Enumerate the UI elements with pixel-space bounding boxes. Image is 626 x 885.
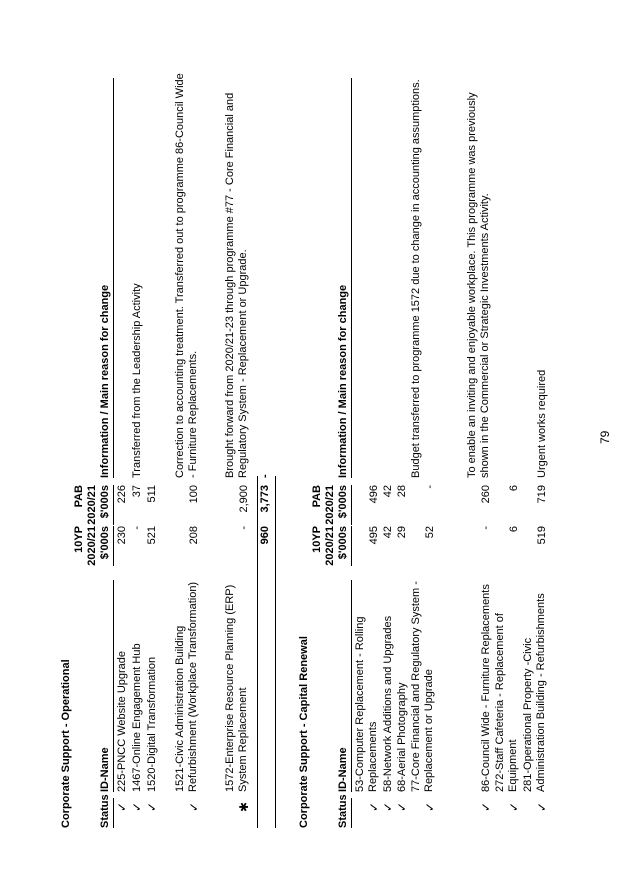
status-check-icon: ✓ (479, 801, 493, 813)
page-number: 79 (598, 430, 612, 444)
programme-name: 77-Core Financial and Regulatory System - Replacement or Upgrade (410, 581, 435, 792)
value-pab: 37 (131, 485, 143, 498)
header-rule (113, 526, 114, 566)
status-check-icon: ✓ (187, 801, 201, 813)
header-id-name: ID-Name (99, 747, 111, 792)
status-star-icon: ✱ (237, 801, 251, 813)
programme-name: 1572-Enterprise Resource Planning (ERP) System Replacement (224, 584, 249, 792)
status-check-icon: ✓ (115, 801, 129, 813)
value-pab: - (424, 485, 436, 489)
status-check-icon: ✓ (130, 801, 144, 813)
change-reason: To enable an inviting and enjoyable workplace. This programme was previously shown in the Commercial or Strategic Investments Activity. (466, 92, 491, 478)
status-check-icon: ✓ (507, 801, 521, 813)
header-rule (351, 526, 352, 566)
value-10yp: - (480, 526, 492, 530)
header-10yp: 10YP (73, 526, 85, 553)
programme-name: 1467-Online Engagement Hub (131, 643, 143, 792)
value-pab: 100 (188, 485, 200, 504)
value-10yp: 495 (368, 526, 380, 545)
header-10yp-year: 2020/21 (324, 526, 336, 566)
header-pab: PAB (311, 485, 323, 508)
header-status: Status (337, 794, 349, 828)
header-rule (351, 78, 352, 478)
programme-name: 86-Council Wide - Furniture Replacements (480, 584, 492, 792)
header-10yp-year: 2020/21 (86, 526, 98, 566)
programme-name: 58-Network Additions and Upgrades (382, 615, 394, 792)
value-10yp: - (131, 526, 143, 530)
header-rule (351, 485, 352, 525)
value-pab: 511 (146, 485, 158, 503)
header-pab-year: 2020/21 (86, 485, 98, 525)
value-10yp: 42 (382, 526, 394, 539)
rotated-content (60, 68, 560, 828)
change-reason: Correction to accounting treatment. Transferred out to programme 86-Council Wide - Furniture Replacements. (174, 73, 199, 478)
change-reason: Transferred from the Leadership Activity (131, 283, 143, 478)
value-pab: 719 (536, 485, 548, 504)
value-10yp: - (238, 526, 250, 530)
status-check-icon: ✓ (145, 801, 159, 813)
value-pab: 42 (382, 485, 394, 498)
value-pab: 2,900 (238, 485, 250, 513)
programme-name: 1520-Digital Transformation (146, 656, 158, 792)
header-rule (113, 580, 114, 792)
header-pab-unit: $'000s (337, 485, 349, 519)
value-pab: 496 (368, 485, 380, 504)
status-check-icon: ✓ (367, 801, 381, 813)
value-10yp: 519 (536, 526, 548, 545)
value-pab: 6 (508, 485, 520, 492)
header-10yp-unit: $'000s (99, 526, 111, 560)
header-reason: Information / Main reason for change (337, 284, 349, 478)
header-pab-unit: $'000s (99, 485, 111, 519)
header-10yp: 10YP (311, 526, 323, 553)
status-check-icon: ✓ (423, 801, 437, 813)
programme-name: 68-Aerial Photography (396, 682, 408, 792)
header-status: Status (99, 794, 111, 828)
value-10yp: 208 (188, 526, 200, 545)
header-reason: Information / Main reason for change (99, 284, 111, 478)
header-rule (113, 485, 114, 525)
change-reason: Brought forward from 2020/21-23 through programme #77 - Core Financial and Regulatory System - Replacement or Upgrade. (224, 92, 249, 478)
header-pab: PAB (73, 485, 85, 508)
header-rule (351, 580, 352, 792)
section-title: Corporate Support - Capital Renewal (298, 636, 310, 828)
total-10yp: 960 (259, 526, 271, 545)
value-10yp: 29 (396, 526, 408, 539)
header-10yp-unit: $'000s (337, 526, 349, 560)
change-reason: Budget transferred to programme 1572 due to change in accounting assumptions. (410, 79, 422, 478)
programme-name: 53-Computer Replacement - Rolling Replacements (354, 616, 379, 792)
status-check-icon: ✓ (395, 801, 409, 813)
value-10yp: 52 (424, 526, 436, 539)
header-rule (113, 78, 114, 478)
header-rule (351, 798, 352, 828)
programme-name: 1521-Civic Administration Building Refurbishment (Workplace Transformation) (174, 581, 199, 792)
status-check-icon: ✓ (381, 801, 395, 813)
total-diff: - (259, 474, 271, 478)
change-reason: Urgent works required (536, 369, 548, 478)
header-rule (113, 798, 114, 828)
header-id-name: ID-Name (337, 747, 349, 792)
programme-name: 225-PNCC Website Upgrade (116, 650, 128, 792)
programme-name: 272-Staff Cafeteria - Replacement of Equipment (494, 613, 519, 792)
section-title: Corporate Support - Operational (60, 659, 72, 828)
programme-name: 281-Operational Property -Civic Administration Building - Refurbishments (522, 593, 547, 792)
value-10yp: 521 (146, 526, 158, 545)
total-pab: 3,773 (259, 485, 271, 513)
totals-rule (257, 476, 258, 828)
totals-bottom-rule (275, 476, 276, 828)
value-pab: 226 (116, 485, 128, 504)
value-10yp: 6 (508, 526, 520, 533)
header-pab-year: 2020/21 (324, 485, 336, 525)
value-pab: 28 (396, 485, 408, 498)
value-pab: 260 (480, 485, 492, 504)
value-10yp: 230 (116, 526, 128, 545)
status-check-icon: ✓ (535, 801, 549, 813)
